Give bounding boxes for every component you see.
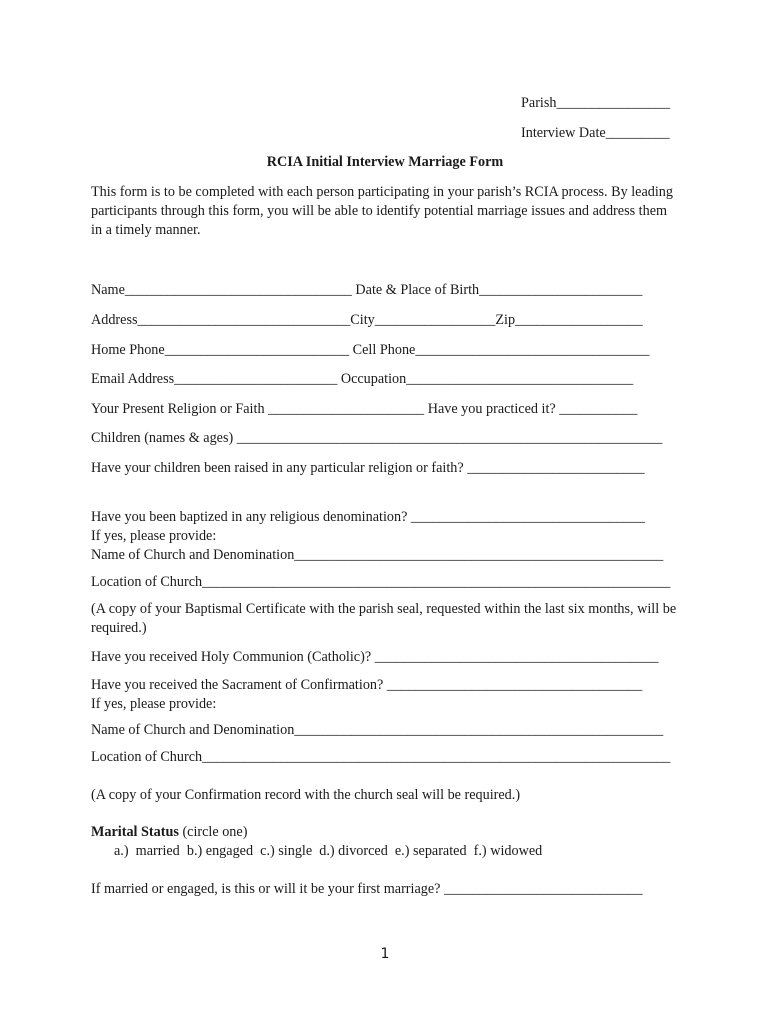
- confirmation-if-yes: If yes, please provide:: [91, 696, 217, 712]
- email-occupation-fields[interactable]: Email Address_______________________ Occupation________________________________: [91, 371, 634, 387]
- confirmation-church-location-field[interactable]: Location of Church__________________________________________________________________: [91, 749, 671, 765]
- children-religion-field[interactable]: Have your children been raised in any particular religion or faith? _________________________: [91, 460, 645, 476]
- form-title: RCIA Initial Interview Marriage Form: [266, 154, 504, 170]
- parish-field[interactable]: Parish________________: [521, 95, 670, 111]
- marital-status-label: Marital Status: [91, 824, 179, 840]
- baptized-question[interactable]: Have you been baptized in any religious denomination? _________________________________: [91, 509, 646, 525]
- confirmation-question[interactable]: Have you received the Sacrament of Confirmation? ____________________________________: [91, 677, 643, 693]
- interview-date-field[interactable]: Interview Date_________: [521, 125, 670, 141]
- address-field[interactable]: Address______________________________City_________________Zip__________________: [91, 312, 643, 328]
- baptism-church-name-field[interactable]: Name of Church and Denomination____________________________________________________: [91, 547, 664, 563]
- name-birth-field[interactable]: Name________________________________ Date & Place of Birth_______________________: [91, 282, 643, 298]
- children-field[interactable]: Children (names & ages) ____________________________________________________________: [91, 430, 663, 446]
- page-number: 1: [380, 946, 390, 962]
- marital-status-hint: (circle one): [178, 824, 248, 840]
- confirmation-note: (A copy of your Confirmation record with the church seal will be required.): [91, 787, 521, 803]
- baptism-note: (A copy of your Baptismal Certificate with the parish seal, requested within the last six months, will be required.): [91, 601, 677, 636]
- marital-status-heading: [91, 823, 247, 841]
- intro-paragraph: This form is to be completed with each person participating in your parish’s RCIA process. By leading participants through this form, you will be able to identify potential marriage issues and address them in a timely manner.: [91, 184, 673, 238]
- phone-fields[interactable]: Home Phone__________________________ Cell Phone_________________________________: [91, 342, 650, 358]
- marital-status-options[interactable]: a.) married b.) engaged c.) single d.) divorced e.) separated f.) widowed: [114, 843, 543, 859]
- baptism-church-location-field[interactable]: Location of Church__________________________________________________________________: [91, 574, 671, 590]
- first-marriage-question[interactable]: If married or engaged, is this or will it be your first marriage? ____________________________: [91, 881, 643, 897]
- baptism-if-yes: If yes, please provide:: [91, 528, 217, 544]
- religion-field[interactable]: Your Present Religion or Faith ______________________ Have you practiced it? ___________: [91, 401, 638, 417]
- confirmation-church-name-field[interactable]: Name of Church and Denomination____________________________________________________: [91, 722, 664, 738]
- communion-question[interactable]: Have you received Holy Communion (Catholic)? ________________________________________: [91, 649, 659, 665]
